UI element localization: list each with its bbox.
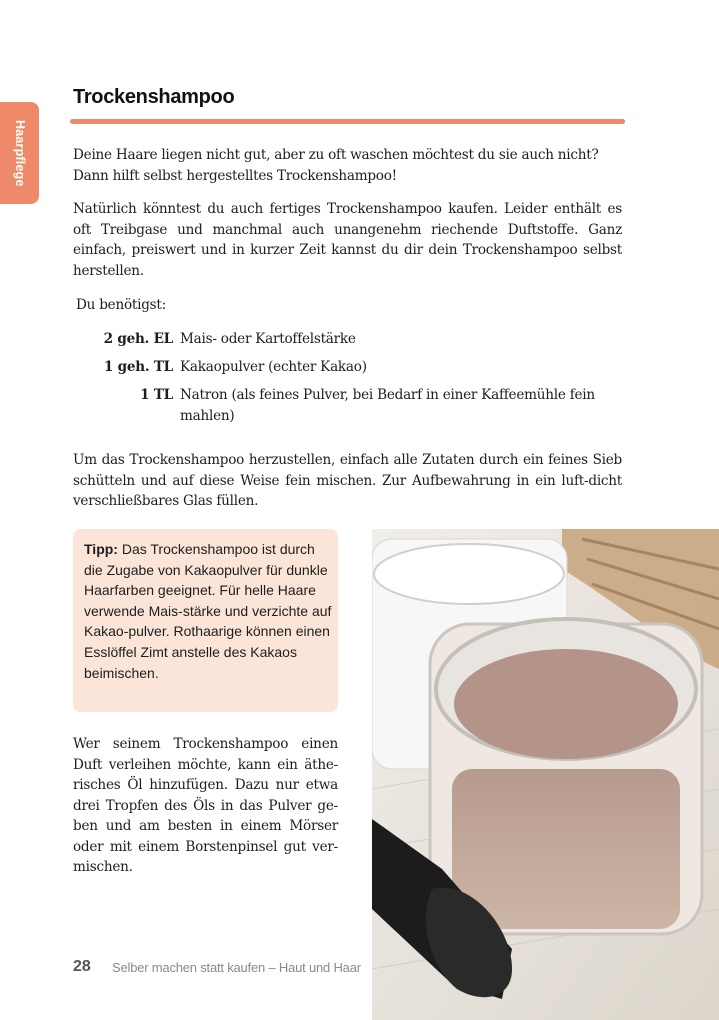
section-tab-label: Haarpflege <box>13 120 27 187</box>
ingredient-qty: 2 geh. EL <box>103 331 173 347</box>
intro-paragraph: Deine Haare liegen nicht gut, aber zu oft waschen möchtest du sie auch nicht? Dann hilft selbst hergestelltes Trockenshampoo! <box>73 147 599 184</box>
ingredient-item: Kakaopulver (echter Kakao) <box>180 359 367 375</box>
page-title: Trockenshampoo <box>73 86 235 108</box>
tip-body: Das Trockenshampoo ist durch die Zugabe von Kakaopulver für dunkle Haarfarben geeignet. Für helle Haare verwende Mais-stärke und verzichte auf Kakao-pulver. Rothaarige können einen Esslöffel Zimt anstelle des Kakaos beimischen. <box>84 541 332 681</box>
tip-label: Tipp: <box>84 541 118 557</box>
store-bought-paragraph: Natürlich könntest du auch fertiges Trockenshampoo kaufen. Leider enthält es oft Treibgase und manchmal auch unangenehm riechende Duftstoffe. Ganz einfach, preiswert und in kurzer Zeit kannst du dir dein Trockenshampoo selbst herstellen. <box>73 201 622 279</box>
page-number: 28 <box>73 958 91 975</box>
section-tab <box>0 102 39 204</box>
scent-paragraph: Wer seinem Trockenshampoo einen Duft verleihen möchte, kann ein äthe-risches Öl hinzufügen. Dazu nur etwa drei Tropfen des Öls in das Pulver ge-ben und am besten in einem Mörser oder mit einem Borstenpinsel gut ver-mischen. <box>73 736 338 875</box>
ingredient-qty: 1 TL <box>140 387 173 403</box>
ingredient-qty: 1 geh. TL <box>103 359 173 375</box>
running-title: Selber machen statt kaufen – Haut und Haar <box>112 960 361 975</box>
product-photo <box>372 529 719 1020</box>
title-underline <box>70 119 625 124</box>
tip-box <box>73 529 338 712</box>
ingredient-item: Natron (als feines Pulver, bei Bedarf in einer Kaffeemühle fein mahlen) <box>180 387 595 424</box>
jar-photo-illustration <box>372 529 719 1020</box>
tip-text <box>84 539 334 683</box>
needs-label: Du benötigst: <box>76 297 166 313</box>
method-paragraph: Um das Trockenshampoo herzustellen, einfach alle Zutaten durch ein feines Sieb schütteln und auf diese Weise fein mischen. Zur Aufbewahrung in ein luft-dicht verschließbares Glas füllen. <box>73 452 622 509</box>
ingredient-item: Mais- oder Kartoffelstärke <box>180 331 356 347</box>
